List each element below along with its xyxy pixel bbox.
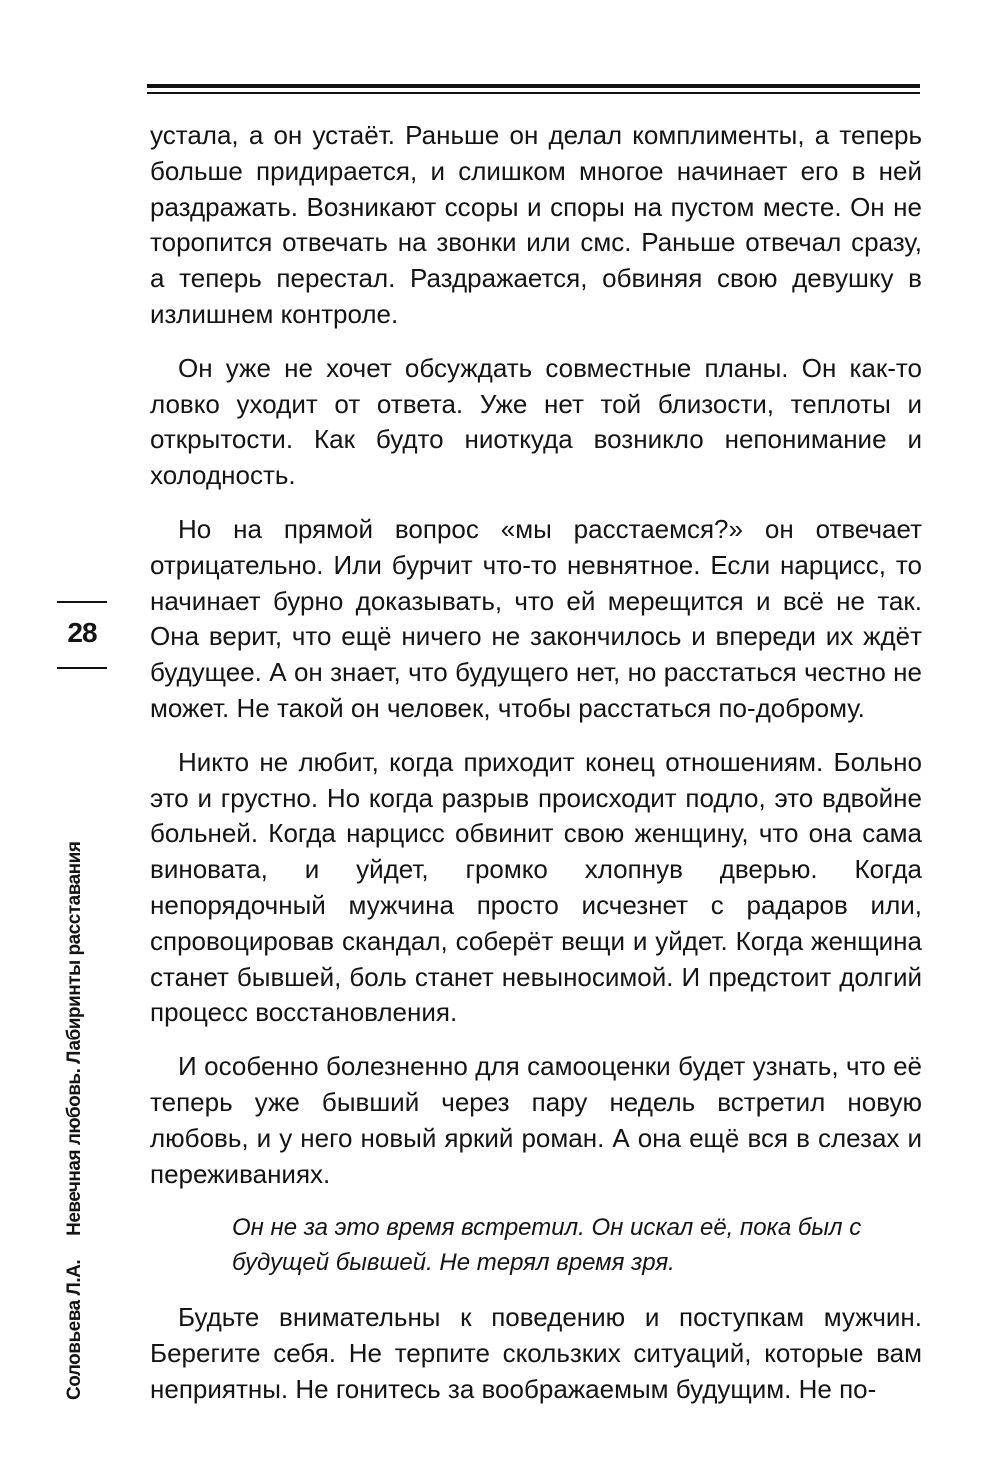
running-footer <box>64 841 86 1400</box>
paragraph-1: устала, а он устаёт. Раньше он делал комплименты, а теперь больше придирается, и слишком многое начинает его в ней раздражать. Возникают ссоры и споры на пустом месте. Он не торопится отвечать на звонки или смс. Раньше отвечал сразу, а теперь перестал. Раздражается, обвиняя свою девушку в излишнем контроле. <box>150 120 922 329</box>
page-number: 28 <box>67 617 97 648</box>
italic-quote: Он не за это время встретил. Он искал её, пока был с будущей бывшей. Не терял время зря. <box>232 1214 862 1277</box>
running-footer-author: Соловьева Л.А. <box>64 1259 85 1400</box>
paragraph-2: Он уже не хочет обсуждать совместные планы. Он как-то ловко уходит от ответа. Уже нет той близости, теплоты и открытости. Как будто ниоткуда возникло непонимание и холодность. <box>150 352 922 491</box>
page-number-rule-top <box>57 601 107 603</box>
page-number-rule-bottom <box>57 667 107 669</box>
paragraph-3: Но на прямой вопрос «мы расстаемся?» он отвечает отрицательно. Или бурчит что-то невнятное. Если нарцисс, то начинает бурно доказывать, что ей мерещится и всё не так. Она верит, что ещё ничего не закончилось и впереди их ждёт будущее. А он знает, что будущего нет, но расстаться честно не может. Не такой он человек, чтобы расстаться по-доброму. <box>150 513 922 723</box>
paragraph-4: Никто не любит, когда приходит конец отношениям. Больно это и грустно. Но когда разрыв происходит подло, это вдвойне больней. Когда нарцисс обвинит свою женщину, что она сама виновата, и уйдет, громко хлопнув дверью. Когда непорядочный мужчина просто исчезнет с радаров или, спровоцировав скандал, соберёт вещи и уйдет. Когда женщина станет бывшей, боль станет невыносимой. И предстоит долгий процесс восстановления. <box>150 746 922 1028</box>
running-footer-title: Невечная любовь. Лабиринты расставания <box>64 841 85 1236</box>
header-rule-thin <box>147 92 920 94</box>
body-text <box>150 118 922 1408</box>
paragraph-5: И особенно болезненно для самооценки будет узнать, что её теперь уже бывший через пару недель встретил новую любовь, и у него новый яркий роман. А она ещё вся в слезах и переживаниях. <box>150 1051 922 1189</box>
header-rule-thick <box>147 84 920 88</box>
paragraph-6: Будьте внимательны к поведению и поступкам мужчин. Берегите себя. Не терпите скользких ситуаций, которые вам неприятны. Не гонитесь за воображаемым будущим. Не по- <box>150 1302 922 1404</box>
